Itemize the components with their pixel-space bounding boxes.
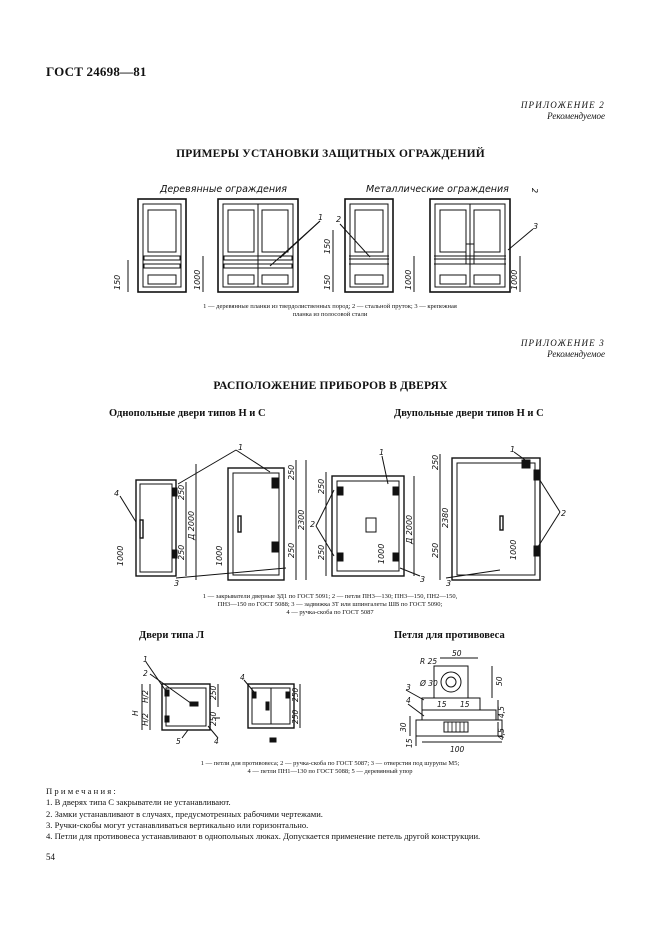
dim-45-b: 4,5 [497, 728, 506, 740]
double-doors-title: Двупольные двери типов Н и С [394, 408, 544, 419]
dim-H: Н [131, 710, 140, 716]
hatch-single-drawing [162, 684, 210, 730]
section-1-caption-line-2: планка из полосовой стали [292, 311, 368, 318]
wood-fence-label: Деревянные ограждения [160, 184, 287, 195]
callout-4-c: 4 [406, 696, 411, 705]
dim-1000-a: 1000 [116, 545, 125, 566]
dim-100: 100 [450, 745, 465, 754]
dim-250-e: 250 [317, 478, 326, 494]
section-1-caption-line-1: 1 — деревянные планки из твердолиственных пород; 2 — стальной пруток; 3 — крепежная [203, 303, 457, 310]
note-2: 2. Замки устанавливают в случаях, предусмотренных рабочими чертежами. [46, 808, 323, 819]
dim-250-c: 250 [291, 687, 300, 702]
note-3: 3. Ручки-скобы могут устанавливаться вертикально или горизонтально. [46, 819, 309, 830]
note-1: 1. В дверях типа С закрыватели не устанавливают. [46, 797, 231, 808]
dim-1000-c: 1000 [377, 543, 386, 564]
dim-50-a: 50 [452, 649, 462, 658]
page-number: 54 [46, 852, 55, 862]
appendix-3-note: Рекомендуемое [547, 349, 605, 359]
section-3-caption-line-2: 4 — петли ПН1—130 по ГОСТ 5088; 5 — деревянный упор [247, 768, 413, 775]
dim-H2-b: Н/2 [141, 713, 150, 726]
callout-1-c: 1 [510, 445, 516, 454]
notes-block [46, 786, 636, 842]
callout-5: 5 [176, 737, 181, 746]
callout-3: 3 [533, 222, 539, 231]
counterweight-loop-title: Петля для противовеса [394, 630, 505, 641]
dim-150-a: 150 [113, 274, 122, 290]
hatch-double-drawing [248, 684, 294, 742]
margin-mark: 2 [530, 188, 539, 194]
dim-15-c: 15 [405, 738, 414, 748]
callout-4-b: 4 [240, 673, 245, 682]
dim-d30: Ø 30 [420, 679, 438, 688]
callout-1-a: 1 [238, 443, 244, 452]
dim-45-a: 4,5 [497, 706, 506, 718]
section-2-caption-line-2: ПН3—150 по ГОСТ 5088; 3 — задвижка ЗТ или шпингалеты ШВ по ГОСТ 5090; [217, 601, 443, 608]
section-2-caption-line-1: 1 — закрыватели дверные ЗД1 по ГОСТ 5091; 2 — петли ПН3—130; ПН3—150, ПН2—150, [202, 593, 458, 600]
dim-250-c: 250 [287, 464, 296, 480]
callout-1: 1 [318, 213, 324, 222]
appendix-2-note: Рекомендуемое [547, 111, 605, 121]
dim-r25: R 25 [420, 657, 438, 666]
callout-3: 3 [406, 683, 411, 692]
dim-1000-d: 1000 [509, 539, 518, 560]
callout-2: 2 [143, 669, 148, 678]
dim-250-b: 250 [177, 544, 186, 560]
dim-d2000-b: Д 2000 [405, 514, 414, 544]
dim-250-a: 250 [209, 685, 218, 700]
dim-250-a: 250 [177, 484, 186, 500]
section-2-title: РАСПОЛОЖЕНИЕ ПРИБОРОВ В ДВЕРЯХ [213, 380, 448, 392]
callout-1-b: 1 [379, 448, 385, 457]
metal-fence-label: Металлические ограждения [366, 184, 509, 195]
notes-heading: Примечания: [46, 786, 119, 796]
callout-1: 1 [143, 655, 148, 664]
dim-30: 30 [399, 722, 408, 732]
note-4: 4. Петли для противовеса устанавливают в однопольных люках. Допускается применение петель другой конструкции. [46, 831, 481, 842]
counterweight-loop-drawing [416, 666, 502, 736]
callout-2-b: 2 [561, 509, 567, 518]
dim-50-b: 50 [495, 676, 504, 686]
dim-2300: 2300 [297, 509, 306, 530]
dim-15-a: 15 [437, 700, 447, 709]
dim-15-b: 15 [460, 700, 470, 709]
callout-4: 4 [114, 489, 120, 498]
dim-250-d: 250 [287, 542, 296, 558]
callout-3-c: 3 [446, 579, 452, 588]
dim-250-b: 250 [209, 711, 218, 726]
dim-1000-b: 1000 [215, 545, 224, 566]
dim-150-b: 150 [323, 238, 332, 254]
callout-2: 2 [336, 215, 342, 224]
section-1-title: ПРИМЕРЫ УСТАНОВКИ ЗАЩИТНЫХ ОГРАЖДЕНИЙ [176, 148, 485, 160]
callout-2-a: 2 [310, 520, 316, 529]
dim-1000-b: 1000 [404, 269, 413, 290]
single-doors-title: Однопольные двери типов Н и С [109, 408, 266, 419]
callout-3-a: 3 [174, 579, 180, 588]
section-3-caption-line-1: 1 — петли для противовеса; 2 — ручка-скоба по ГОСТ 5087; 3 — отверстия под шурупы М5; [200, 760, 460, 767]
hatch-doors-title: Двери типа Л [139, 630, 205, 641]
dim-150-c: 150 [323, 274, 332, 290]
dim-250-f: 250 [317, 544, 326, 560]
standard-number: ГОСТ 24698—81 [46, 64, 147, 79]
dim-H2-a: Н/2 [141, 690, 150, 703]
dim-250-d: 250 [291, 709, 300, 724]
dim-250-h: 250 [431, 542, 440, 558]
dim-1000-c: 1000 [510, 269, 519, 290]
section-2-caption-line-3: 4 — ручка-скоба по ГОСТ 5087 [286, 609, 374, 616]
dim-1000-a: 1000 [193, 269, 202, 290]
dim-250-g: 250 [431, 454, 440, 470]
callout-3-b: 3 [420, 575, 426, 584]
callout-4-a: 4 [214, 737, 219, 746]
appendix-3-label: ПРИЛОЖЕНИЕ 3 [520, 338, 605, 348]
section-3-caption [150, 760, 510, 776]
dim-d2000-a: Д 2000 [187, 510, 196, 540]
dim-2380: 2380 [441, 507, 450, 528]
appendix-2-label: ПРИЛОЖЕНИЕ 2 [520, 100, 605, 110]
